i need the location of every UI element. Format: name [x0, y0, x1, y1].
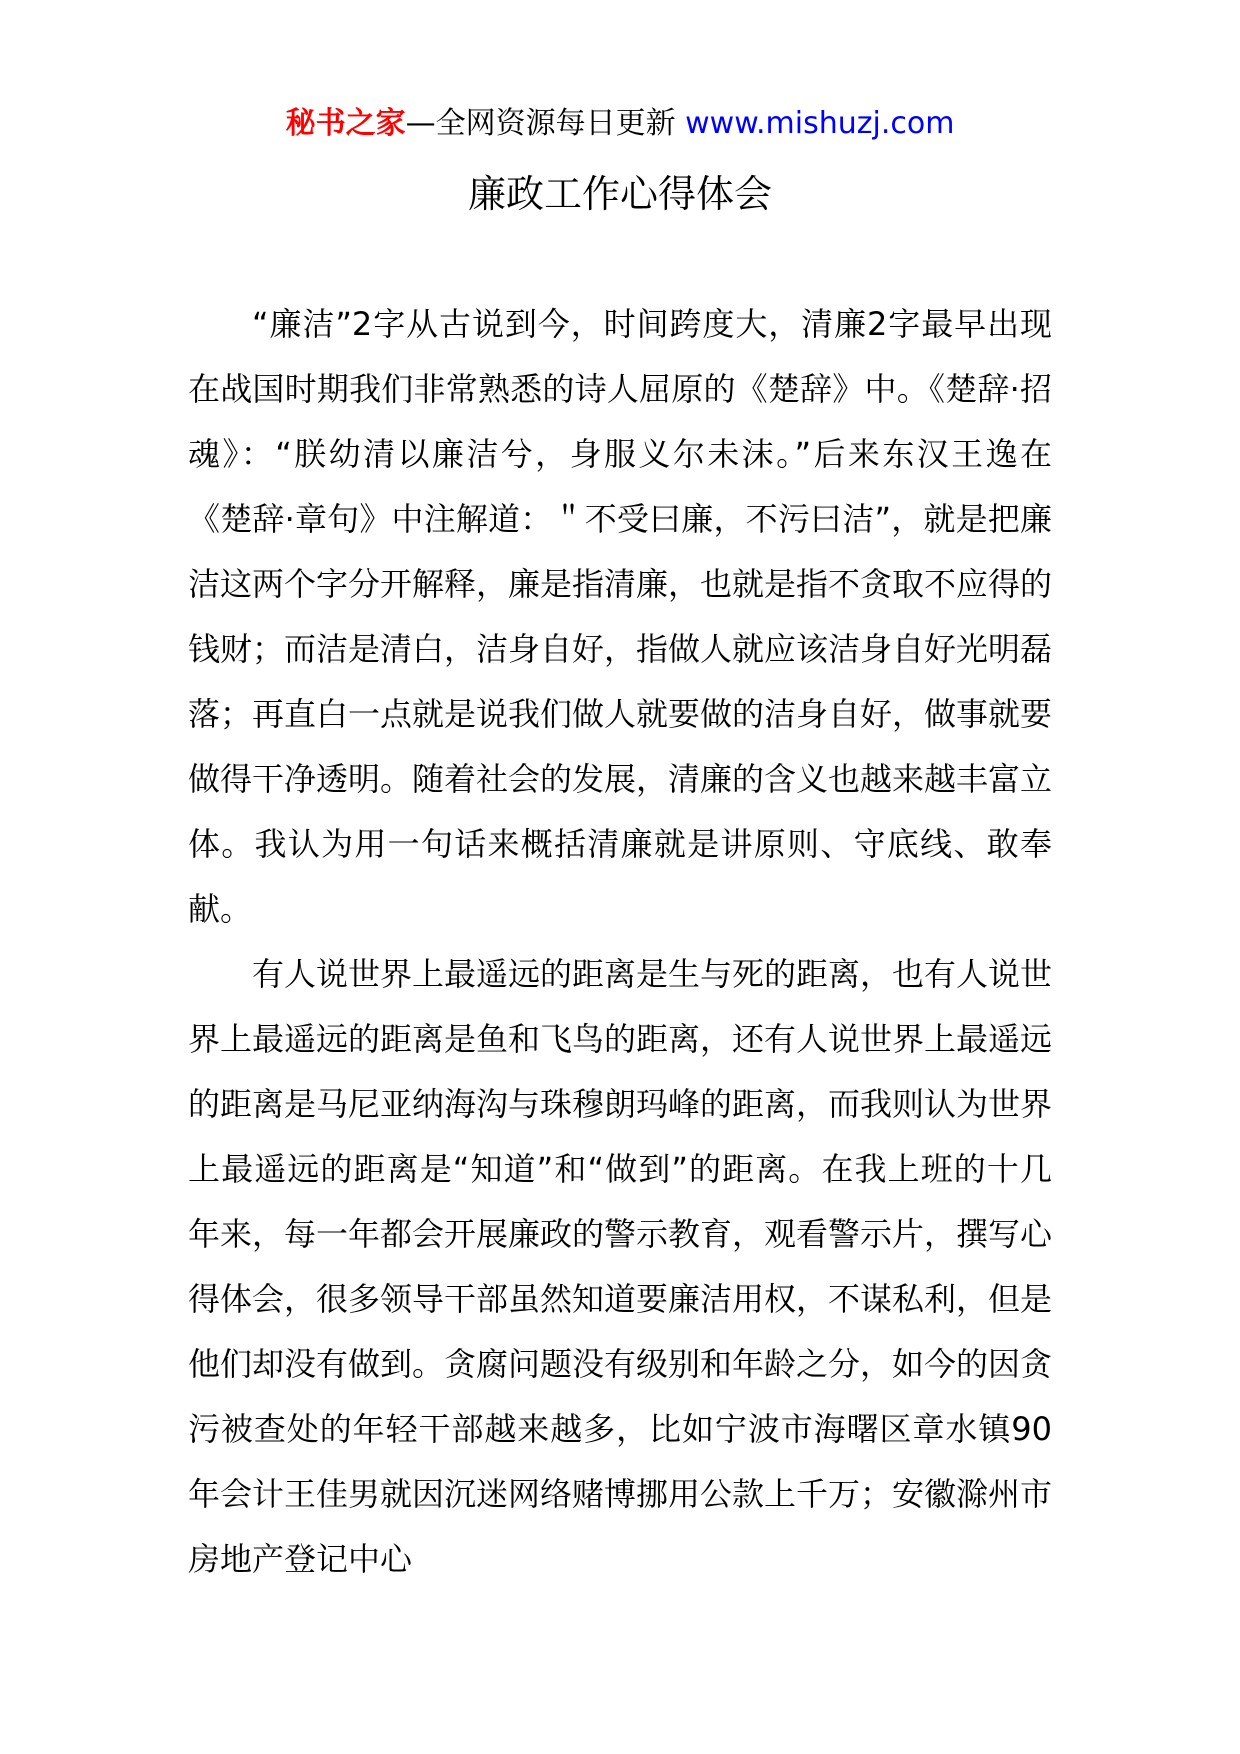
paragraph-1: “廉洁”2字从古说到今，时间跨度大，清廉2字最早出现在战国时期我们非常熟悉的诗人屈原的《楚辞》中。《楚辞·招魂》：“朕幼清以廉洁兮，身服义尔未沫。”后来东汉王逸在《楚辞·章句》中注解道：＂不受曰廉，不污曰洁”，就是把廉洁这两个字分开解释，廉是指清廉，也就是指不贪取不应得的钱财；而洁是清白，洁身自好，指做人就应该洁身自好光明磊落；再直白一点就是说我们做人就要做的洁身自好，做事就要做得干净透明。随着社会的发展，清廉的含义也越来越丰富立体。我认为用一句话来概括清廉就是讲原则、守底线、敢奉献。: [188, 305, 1053, 928]
document-body: [188, 292, 1052, 1592]
brand-name: 秘书之家: [285, 106, 406, 141]
paragraph-2: 有人说世界上最遥远的距离是生与死的距离，也有人说世界上最遥远的距离是鱼和飞鸟的距离，还有人说世界上最遥远的距离是马尼亚纳海沟与珠穆朗玛峰的距离，而我则认为世界上最遥远的距离是“知道”和“做到”的距离。在我上班的十几年来，每一年都会开展廉政的警示教育，观看警示片，撰写心得体会，很多领导干部虽然知道要廉洁用权，不谋私利，但是他们却没有做到。贪腐问题没有级别和年龄之分，如今的因贪污被查处的年轻干部越来越多，比如宁波市海曙区章水镇90年会计王佳男就因沉迷网络赌博挪用公款上千万；安徽滁州市房地产登记中心: [188, 955, 1053, 1578]
site-header: [0, 100, 1240, 148]
site-url-link[interactable]: www.mishuzj.com: [685, 106, 955, 141]
header-tagline: —全网资源每日更新: [405, 106, 676, 141]
document-title: 廉政工作心得体会: [467, 172, 772, 216]
